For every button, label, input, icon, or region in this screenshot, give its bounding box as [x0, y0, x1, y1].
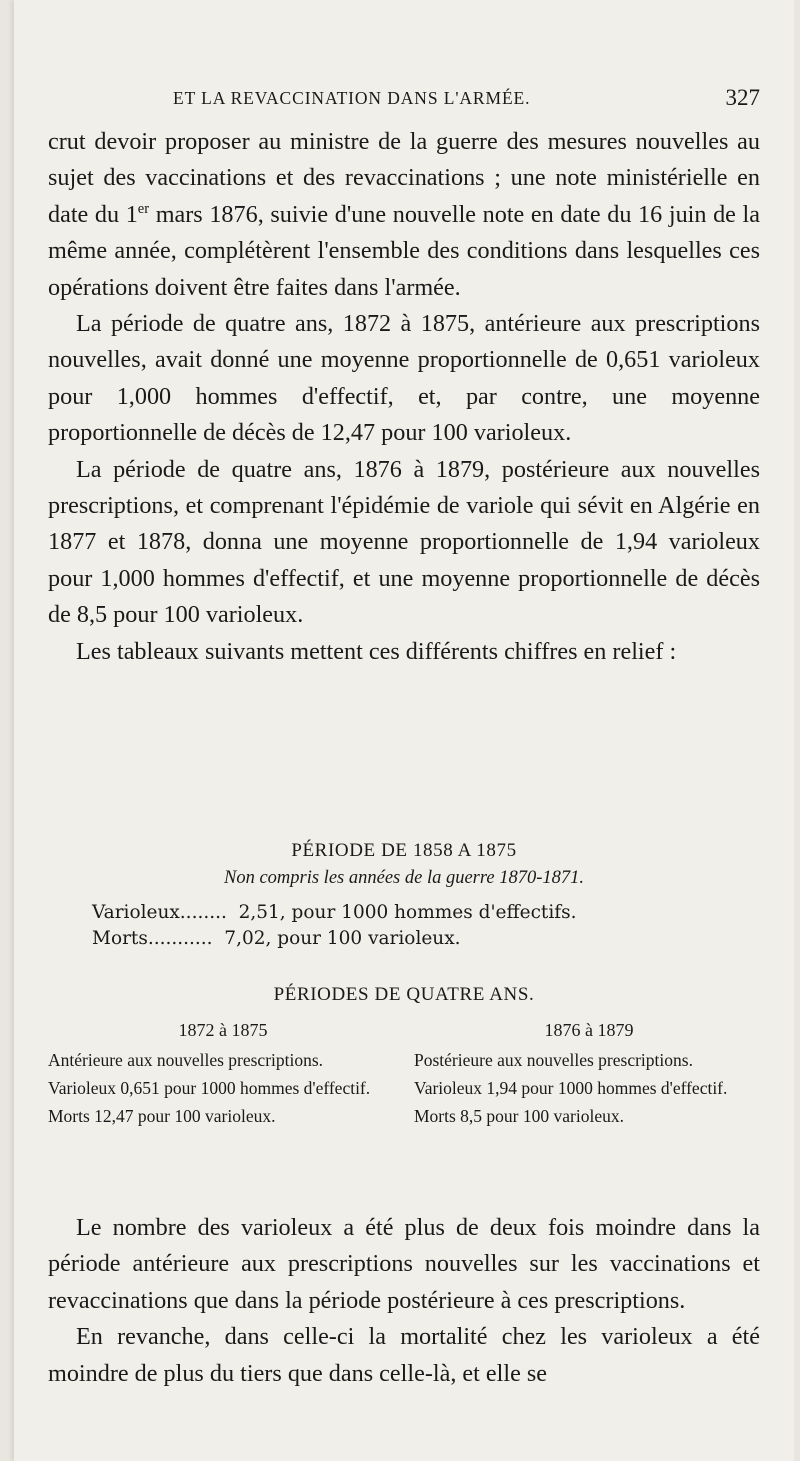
table1-subtitle: Non compris les années de la guerre 1870-1871.: [223, 868, 585, 888]
table1-title: PÉRIODE DE 1858 A 1875: [291, 840, 517, 861]
paragraph-4: Les tableaux suivants mettent ces différents chiffres en relief :: [76, 637, 677, 665]
table1-row-morts: Morts........... 7,02, pour 100 varioleux.: [92, 928, 461, 949]
page-number: 327: [725, 85, 760, 110]
paragraph-2: La période de quatre ans, 1872 à 1875, antérieure aux prescriptions nouvelles, avait donné une moyenne proportionnelle de 0,651 varioleux pour 1,000 hommes d'effectif, et, par contre, une moyenne proportionnelle de décès de 12,47 pour 100 varioleux.: [48, 310, 760, 447]
left-item-1: Antérieure aux nouvelles prescriptions.: [48, 1050, 324, 1070]
right-item-2: Varioleux 1,94 pour 1000 hommes d'effectif.: [414, 1078, 728, 1098]
left-year: 1872 à 1875: [178, 1020, 268, 1040]
right-item-1: Postérieure aux nouvelles prescriptions.: [414, 1050, 693, 1070]
table2-title: PÉRIODES DE QUATRE ANS.: [273, 984, 535, 1005]
paragraph-6: En revanche, dans celle-ci la mortalité chez les varioleux a été moindre de plus du tiers que dans celle-là, et elle se: [48, 1323, 760, 1387]
paragraph-5: Le nombre des varioleux a été plus de deux fois moindre dans la période antérieure aux prescriptions nouvelles sur les vaccinations et revaccinations que dans la période postérieure à ces prescriptions.: [48, 1214, 760, 1314]
table2-right-column: [414, 1018, 764, 1132]
right-year: 1876 à 1879: [544, 1020, 634, 1040]
running-title: ET LA REVACCINATION DANS L'ARMÉE.: [173, 88, 531, 108]
paragraph-3: La période de quatre ans, 1876 à 1879, postérieure aux nouvelles prescriptions, et comprenant l'épidémie de variole qui sévit en Algérie en 1877 et 1878, donna une moyenne proportionnelle de 1,94 varioleux pour 1,000 hommes d'effectif, et une moyenne proportionnelle de décès de 8,5 pour 100 varioleux.: [48, 455, 760, 629]
left-item-2: Varioleux 0,651 pour 1000 hommes d'effectif.: [48, 1078, 371, 1098]
left-item-3: Morts 12,47 pour 100 varioleux.: [48, 1106, 276, 1126]
table2-left-column: [48, 1018, 398, 1132]
right-item-3: Morts 8,5 pour 100 varioleux.: [414, 1106, 624, 1126]
body-text-bottom: [48, 1210, 760, 1392]
body-text-top: [48, 124, 760, 670]
running-header: [48, 85, 760, 116]
table1-row-varioleux: Varioleux........ 2,51, pour 1000 hommes d'effectifs.: [92, 902, 577, 923]
paragraph-1: crut devoir proposer au ministre de la guerre des mesures nouvelles au sujet des vaccinations et des revaccinations ; une note ministérielle en date du 1er mars 1876, suivie d'une nouvelle note en date du 16 juin de la même année, complétèrent l'ensemble des conditions dans lesquelles ces opérations doivent être faites dans l'armée.: [48, 128, 760, 301]
